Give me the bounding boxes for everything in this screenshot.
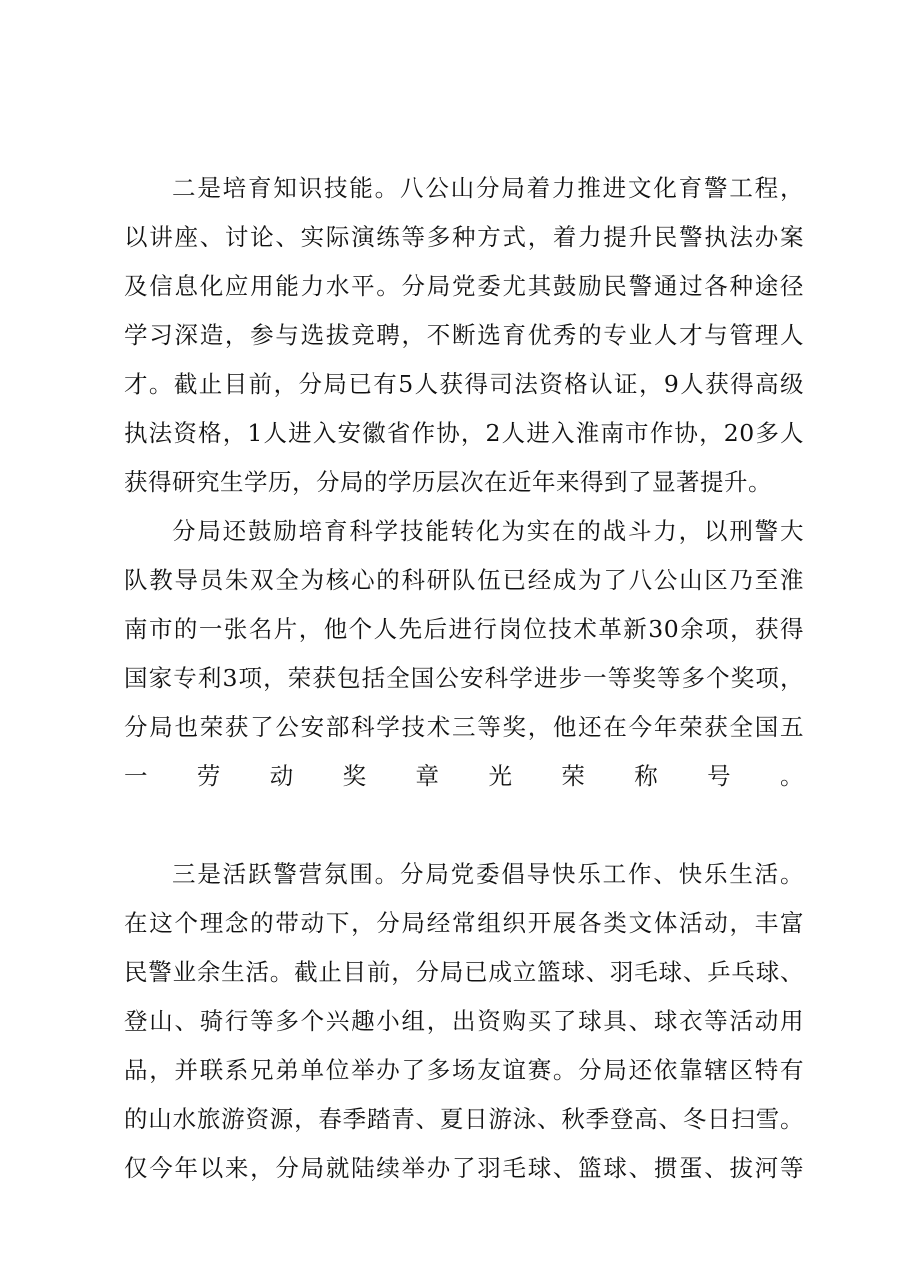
paragraph-camp-atmosphere bbox=[124, 850, 804, 1193]
paragraph-line: 品，并联系兄弟单位举办了多场友谊赛。分局还依靠辖区特有 bbox=[124, 1056, 804, 1084]
paragraph-line: 三是活跃警营氛围。分局党委倡导快乐工作、快乐生活。 bbox=[172, 860, 804, 888]
paragraph-line: 及信息化应用能力水平。分局党委尤其鼓励民警通过各种途径 bbox=[124, 272, 804, 300]
paragraph-line: 分局也荣获了公安部科学技术三等奖，他还在今年荣获全国五 bbox=[124, 713, 804, 741]
paragraph-line: 才。截止目前，分局已有5人获得司法资格认证，9人获得高级 bbox=[124, 370, 804, 398]
paragraph-knowledge-skills bbox=[124, 164, 804, 507]
paragraph-line: 南市的一张名片，他个人先后进行岗位技术革新30余项，获得 bbox=[124, 615, 804, 643]
paragraph-science-skills bbox=[124, 507, 804, 850]
paragraph-line: 二是培育知识技能。八公山分局着力推进文化育警工程， bbox=[172, 174, 804, 202]
paragraph-line: 执法资格，1人进入安徽省作协，2人进入淮南市作协，20多人 bbox=[124, 419, 804, 447]
paragraph-line: 登山、骑行等多个兴趣小组，出资购买了球具、球衣等活动用 bbox=[124, 1007, 804, 1035]
paragraph-line: 仅今年以来，分局就陆续举办了羽毛球、篮球、掼蛋、拔河等 bbox=[124, 1154, 804, 1182]
paragraph-line bbox=[124, 801, 804, 850]
paragraph-line: 获得研究生学历，分局的学历层次在近年来得到了显著提升。 bbox=[124, 468, 772, 496]
paragraph-line: 国家专利3项，荣获包括全国公安科学进步一等奖等多个奖项， bbox=[124, 664, 804, 692]
paragraph-line: 在这个理念的带动下，分局经常组织开展各类文体活动，丰富 bbox=[124, 909, 804, 937]
paragraph-line: 学习深造，参与选拔竞聘，不断选育优秀的专业人才与管理人 bbox=[124, 321, 804, 349]
paragraph-line: 以讲座、讨论、实际演练等多种方式，着力提升民警执法办案 bbox=[124, 223, 804, 251]
paragraph-line: 的山水旅游资源，春季踏青、夏日游泳、秋季登高、冬日扫雪。 bbox=[124, 1105, 804, 1133]
paragraph-line: 一劳动奖章光荣称号。 bbox=[124, 762, 804, 790]
document-body bbox=[124, 164, 804, 1193]
paragraph-line: 队教导员朱双全为核心的科研队伍已经成为了八公山区乃至淮 bbox=[124, 566, 804, 594]
paragraph-line: 民警业余生活。截止目前，分局已成立篮球、羽毛球、乒乓球、 bbox=[124, 958, 804, 986]
paragraph-line: 分局还鼓励培育科学技能转化为实在的战斗力，以刑警大 bbox=[172, 517, 804, 545]
